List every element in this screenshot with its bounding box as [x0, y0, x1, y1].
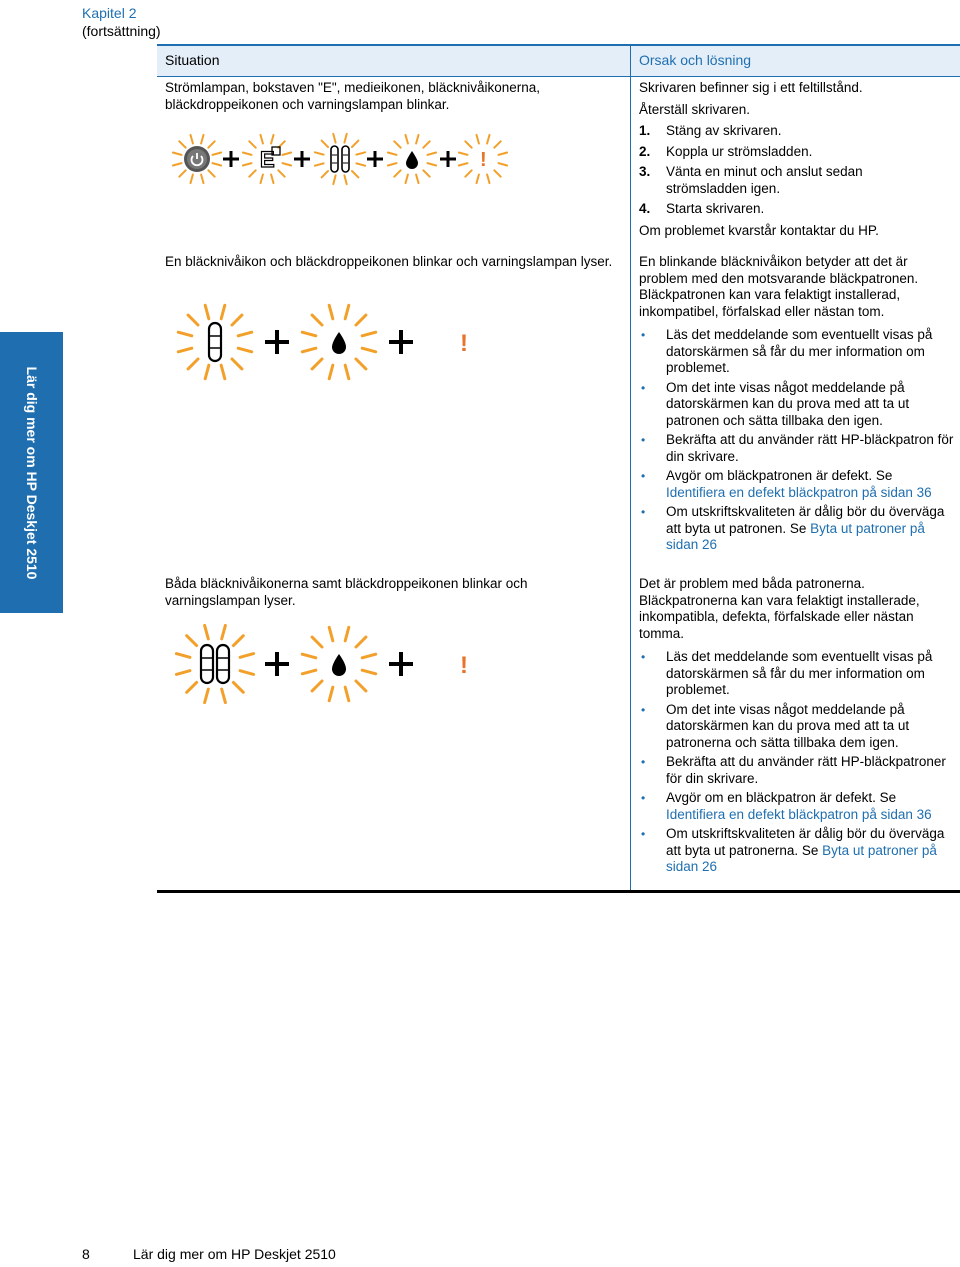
blink-ray	[333, 134, 335, 143]
blink-ray	[423, 170, 429, 176]
blink-ray	[261, 135, 263, 144]
list-item: 1. Stäng av skrivaren.	[639, 123, 782, 138]
row1-reset: Återställ skrivaren.	[639, 101, 751, 117]
ink-level-icons	[315, 134, 365, 184]
row3-intro: Det är problem med båda patronerna.	[639, 576, 865, 591]
ink-drop-icon	[302, 627, 375, 700]
row1-cause	[639, 80, 954, 239]
blink-ray	[233, 682, 243, 692]
chapter-title: Kapitel 2	[82, 5, 137, 21]
blink-ray	[205, 689, 209, 703]
blink-ray	[356, 637, 366, 647]
blink-ray	[494, 170, 500, 176]
blink-ray	[356, 315, 366, 325]
blink-ray	[208, 170, 214, 176]
row3-intro-detail: Bläckpatronerna kan vara felaktigt installerade, inkompatibla, defekta, förfalskade eller nästan tomma.	[639, 592, 920, 641]
blink-ray	[205, 365, 209, 379]
blink-ray	[201, 135, 203, 144]
blink-ray	[423, 141, 429, 147]
row3-bullets	[639, 649, 954, 876]
blink-ray	[205, 625, 209, 639]
footer-title: Lär dig mer om HP Deskjet 2510	[133, 1246, 336, 1262]
list-item: • Om utskriftskvaliteten är dålig bör du överväga att byta ut patronerna. Se Byta ut patroner på sidan 26	[641, 826, 945, 874]
blink-ray	[356, 152, 365, 154]
plus-icon	[294, 151, 310, 167]
blink-ray	[240, 671, 254, 675]
row1-steps	[639, 123, 954, 218]
blink-ray	[187, 682, 197, 692]
blink-ray	[345, 687, 349, 701]
blink-ray	[221, 365, 225, 379]
blink-ray	[173, 153, 182, 155]
blink-rays	[315, 134, 365, 184]
blink-ray	[302, 654, 316, 658]
blink-ray	[329, 365, 333, 379]
blink-ray	[312, 315, 322, 325]
svg-text:!: !	[460, 652, 468, 679]
blink-ray	[302, 348, 316, 352]
blink-rays	[176, 625, 253, 702]
blink-ray	[329, 305, 333, 319]
blink-ray	[333, 175, 335, 184]
plus-icon	[223, 151, 239, 167]
column-divider	[630, 44, 631, 892]
plus-icon	[265, 652, 289, 676]
blink-ray	[322, 171, 328, 177]
blink-ray	[345, 365, 349, 379]
replace-cartridges-link[interactable]: Byta ut patroner på sidan 26	[666, 842, 937, 874]
blink-ray	[271, 175, 273, 184]
blink-ray	[487, 175, 489, 184]
column-header-situation	[157, 44, 630, 77]
blink-ray	[315, 152, 324, 154]
blink-ray	[205, 305, 209, 319]
plus-icon	[389, 330, 413, 354]
blink-ray	[221, 305, 225, 319]
blink-ray	[178, 332, 192, 336]
svg-text:!: !	[460, 330, 468, 357]
blink-ray	[362, 348, 376, 352]
blink-ray	[213, 163, 222, 165]
ink-drop-icon	[302, 305, 375, 378]
blink-ray	[283, 153, 292, 155]
list-item: 2. Koppla ur strömsladden.	[639, 143, 813, 159]
e-letter-icon	[243, 135, 291, 183]
row2-status-icons	[165, 296, 485, 392]
blink-ray	[356, 681, 366, 691]
svg-text:E: E	[260, 147, 275, 172]
blink-ray	[191, 175, 193, 184]
side-tab-label: Lär dig mer om HP Deskjet 2510	[23, 366, 40, 579]
blink-ray	[179, 170, 185, 176]
page-number: 8	[82, 1246, 90, 1262]
warning-light-icon	[460, 652, 468, 679]
row1-contact: Om problemet kvarstår kontaktar du HP.	[639, 222, 879, 238]
list-item: • Läs det meddelande som eventuellt visas på datorskärmen så får du mer information om problemet.	[641, 649, 933, 697]
row2-intro-detail: Bläckpatronen kan vara felaktigt installerad, inkompatibel, förfalskad eller nästan tom.	[639, 287, 901, 319]
ink-level-icon	[178, 305, 251, 378]
plus-icon	[367, 151, 383, 167]
row2-intro: En blinkande bläcknivåikon betyder att det är problem med den motsvarande bläckpatronen.	[639, 254, 919, 286]
blink-ray	[312, 681, 322, 691]
blink-ray	[201, 175, 203, 184]
blink-ray	[344, 175, 346, 184]
replace-cartridges-link[interactable]: Byta ut patroner på sidan 26	[666, 520, 925, 552]
list-item: • Om det inte visas något meddelande på datorskärmen kan du prova med att ta ut patronerna och sätta tillbaka dem igen.	[641, 701, 910, 750]
blink-ray	[261, 175, 263, 184]
blink-ray	[329, 687, 333, 701]
blink-ray	[329, 627, 333, 641]
blink-ray	[322, 141, 328, 147]
list-item: 3. Vänta en minut och anslut sedan strömsladden igen.	[639, 164, 863, 196]
blink-ray	[352, 141, 358, 147]
blink-ray	[388, 153, 397, 155]
blink-ray	[499, 163, 508, 165]
row1-status-icons	[160, 124, 520, 196]
warning-light-icon	[459, 135, 507, 183]
row2-bullets	[639, 327, 954, 554]
blink-ray	[394, 141, 400, 147]
blink-ray	[283, 163, 292, 165]
warning-light-icon	[460, 330, 468, 357]
blink-ray	[188, 359, 198, 369]
table-bottom-rule	[157, 890, 960, 893]
blink-ray	[233, 636, 243, 646]
blink-ray	[394, 170, 400, 176]
blink-ray	[240, 654, 254, 658]
blink-ray	[416, 135, 418, 144]
ink-level-icons	[176, 625, 253, 702]
blink-ray	[302, 670, 316, 674]
blink-ray	[208, 141, 214, 147]
blink-ray	[459, 163, 468, 165]
blink-ray	[187, 636, 197, 646]
blink-ray	[388, 163, 397, 165]
blink-ray	[428, 153, 437, 155]
blink-ray	[459, 153, 468, 155]
blink-ray	[191, 135, 193, 144]
blink-ray	[416, 175, 418, 184]
row2-situation: En bläcknivåikon och bläckdroppeikonen blinkar och varningslampan lyser.	[165, 254, 613, 269]
blink-ray	[465, 141, 471, 147]
side-tab	[0, 332, 63, 613]
blink-ray	[176, 671, 190, 675]
blink-ray	[176, 654, 190, 658]
blink-ray	[406, 175, 408, 184]
blink-ray	[232, 315, 242, 325]
column-header-cause	[631, 44, 960, 77]
blink-ray	[173, 163, 182, 165]
blink-ray	[477, 135, 479, 144]
list-item: • Om utskriftskvaliteten är dålig bör du överväga att byta ut patronen. Se Byta ut patroner på sidan 26	[641, 504, 945, 552]
blink-ray	[222, 625, 226, 639]
blink-ray	[178, 348, 192, 352]
blink-ray	[271, 135, 273, 144]
list-item: • Läs det meddelande som eventuellt visas på datorskärmen så får du mer information om problemet.	[641, 327, 933, 375]
blink-ray	[406, 135, 408, 144]
list-item: • Avgör om en bläckpatron är defekt. Se Identifiera en defekt bläckpatron på sidan 36	[641, 790, 932, 822]
list-item: • Om det inte visas något meddelande på datorskärmen kan du prova med att ta ut patronen och sätta tillbaka den igen.	[641, 379, 910, 428]
blink-ray	[356, 163, 365, 165]
blink-ray	[249, 141, 255, 147]
blink-ray	[312, 359, 322, 369]
blink-ray	[302, 332, 316, 336]
column-header-situation-label: Situation	[165, 52, 220, 68]
blink-ray	[356, 359, 366, 369]
blink-ray	[213, 153, 222, 155]
blink-ray	[238, 332, 252, 336]
blink-ray	[232, 359, 242, 369]
blink-ray	[352, 171, 358, 177]
row3-cause	[639, 576, 954, 879]
column-header-cause-label: Orsak och lösning	[639, 52, 752, 68]
blink-rays	[178, 305, 251, 378]
svg-text:!: !	[480, 149, 487, 171]
list-item: • Avgör om bläckpatronen är defekt. Se Identifiera en defekt bläckpatron på sidan 36	[641, 468, 932, 500]
blink-ray	[312, 637, 322, 647]
row2-cause	[639, 254, 954, 557]
blink-ray	[315, 163, 324, 165]
defective-cartridge-link[interactable]: Identifiera en defekt bläckpatron på sidan 36	[666, 484, 932, 500]
blink-ray	[494, 141, 500, 147]
blink-ray	[243, 163, 252, 165]
defective-cartridge-link[interactable]: Identifiera en defekt bläckpatron på sidan 36	[666, 806, 932, 822]
blink-ray	[344, 134, 346, 143]
blink-ray	[362, 654, 376, 658]
blink-ray	[345, 627, 349, 641]
list-item: • Bekräfta att du använder rätt HP-bläckpatroner för din skrivare.	[641, 754, 946, 786]
blink-ray	[249, 170, 255, 176]
blink-ray	[222, 689, 226, 703]
plus-icon	[389, 652, 413, 676]
blink-ray	[499, 153, 508, 155]
blink-ray	[345, 305, 349, 319]
blink-ray	[465, 170, 471, 176]
row1-situation: Strömlampan, bokstaven "E", medieikonen, bläcknivåikonerna, bläckdroppeikonen och varningslampan blinkar.	[165, 80, 541, 112]
plus-icon	[265, 330, 289, 354]
blink-ray	[243, 153, 252, 155]
blink-ray	[477, 175, 479, 184]
list-item: • Bekräfta att du använder rätt HP-bläckpatron för din skrivare.	[641, 432, 954, 464]
blink-ray	[278, 170, 284, 176]
blink-ray	[362, 670, 376, 674]
blink-ray	[238, 348, 252, 352]
blink-ray	[428, 163, 437, 165]
ink-drop-icon	[388, 135, 436, 183]
blink-ray	[179, 141, 185, 147]
blink-ray	[362, 332, 376, 336]
list-item: 4. Starta skrivaren.	[639, 201, 765, 216]
row3-situation: Båda bläcknivåikonerna samt bläckdroppeikonen blinkar och varningslampan lyser.	[165, 576, 528, 608]
plus-icon	[440, 151, 456, 167]
row1-error-state: Skrivaren befinner sig i ett feltillstånd.	[639, 80, 863, 95]
blink-ray	[188, 315, 198, 325]
power-light-icon	[173, 135, 221, 183]
blink-ray	[487, 135, 489, 144]
chapter-continued: (fortsättning)	[82, 23, 161, 39]
row3-status-icons	[165, 618, 485, 714]
chapter-header	[82, 4, 161, 40]
